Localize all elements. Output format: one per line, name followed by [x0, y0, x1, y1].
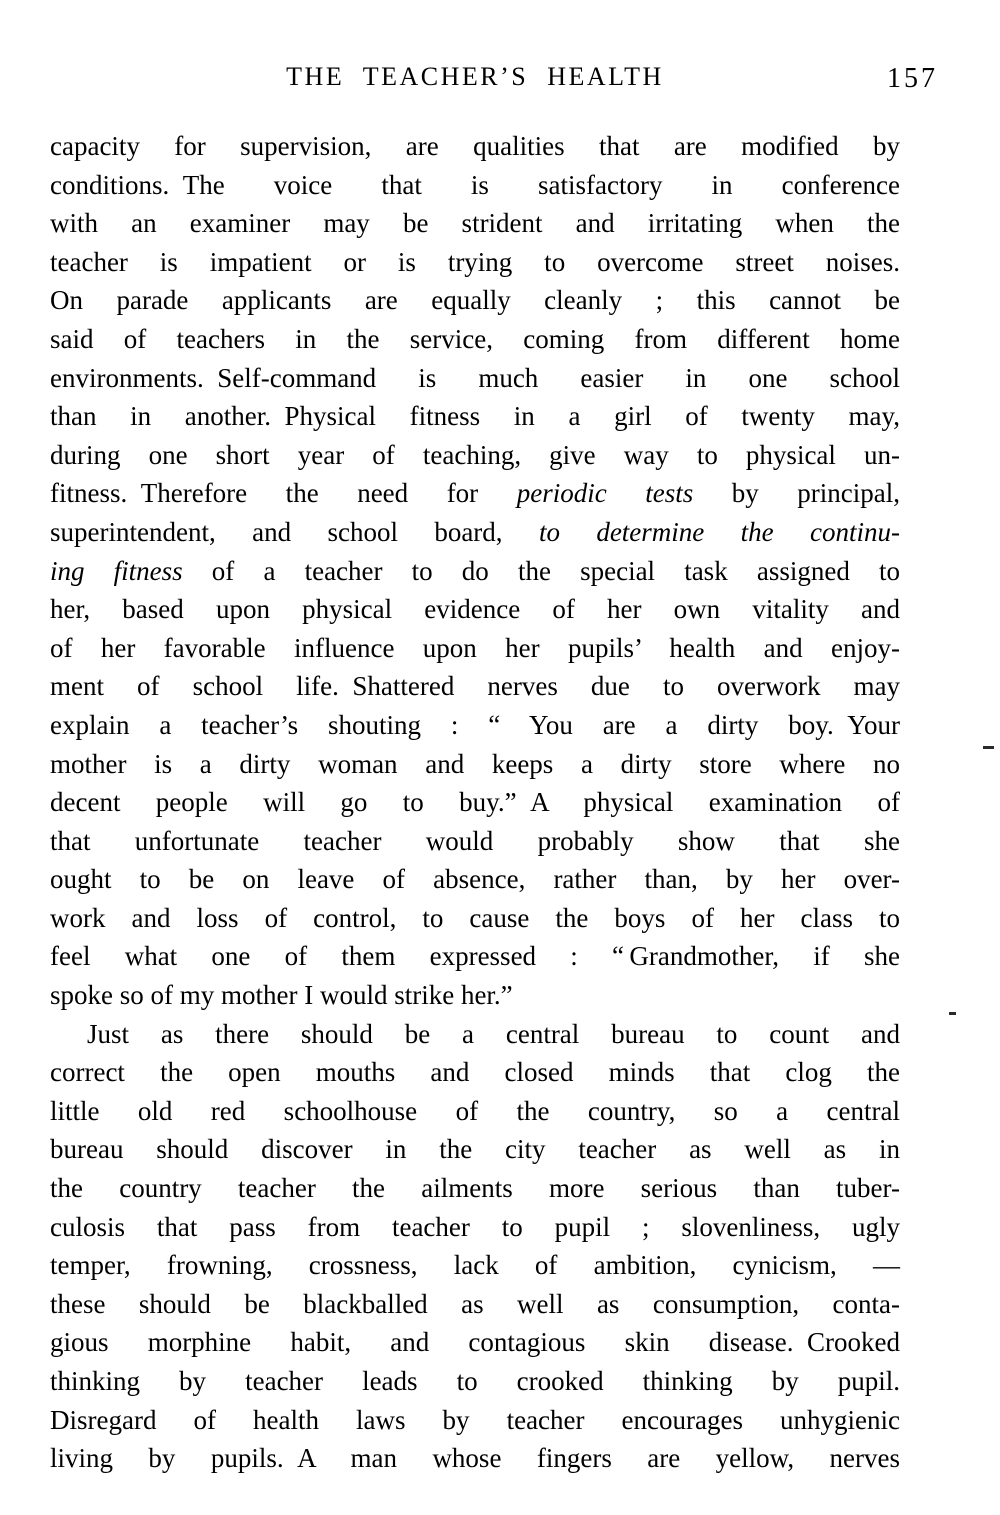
- text-segment: ment of school life. Shattered nerves due to overwork may: [50, 671, 900, 702]
- text-line: [50, 1246, 900, 1285]
- scan-artifact-dash: [983, 746, 994, 749]
- text-line: [50, 281, 900, 320]
- text-line: [50, 860, 900, 899]
- text-line: [50, 1401, 900, 1440]
- text-line: [50, 1208, 900, 1247]
- text-line: [50, 1092, 900, 1131]
- text-line: [50, 474, 900, 513]
- text-segment: thinking by teacher leads to crooked thinking by pupil.: [50, 1366, 900, 1396]
- italic-text: periodic tests: [516, 478, 694, 509]
- text-segment: conditions. The voice that is satisfactory in conference: [50, 169, 900, 200]
- text-segment: with an examiner may be strident and irritating when the: [50, 208, 900, 239]
- text-line: [50, 899, 900, 938]
- text-line: [50, 1053, 900, 1092]
- text-line: [50, 320, 900, 359]
- paragraph: [50, 127, 900, 1015]
- text-segment: that unfortunate teacher would probably show that she: [50, 825, 900, 856]
- text-line: [50, 667, 900, 706]
- text-segment: by principal,: [693, 478, 901, 509]
- text-segment: work and loss of control, to cause the boys of her class to: [50, 902, 900, 933]
- paragraph: [50, 1015, 900, 1478]
- page-number: 157: [887, 63, 938, 94]
- text-segment: culosis that pass from teacher to pupil ; slovenliness, ugly: [50, 1211, 900, 1242]
- text-segment: during one short year of teaching, give way to physical un-: [50, 439, 900, 470]
- text-line: [50, 1285, 900, 1324]
- text-segment: her, based upon physical evidence of her own vitality and: [50, 594, 900, 625]
- text-segment: spoke so of my mother I would strike her.”: [50, 980, 513, 1011]
- text-segment: explain a teacher’s shouting : “ You are a dirty boy. Your: [50, 709, 900, 740]
- text-segment: Just as there should be a central bureau to count and: [87, 1018, 900, 1049]
- text-segment: ought to be on leave of absence, rather than, by her over-: [50, 864, 900, 895]
- text-line: [50, 1439, 900, 1478]
- text-segment: than in another. Physical fitness in a girl of twenty may,: [50, 401, 900, 432]
- text-segment: living by pupils. A man whose fingers are yellow, nerves: [50, 1443, 900, 1474]
- text-line: [50, 1323, 900, 1362]
- text-line: [50, 127, 900, 166]
- running-header: [50, 58, 900, 100]
- page-body: [50, 127, 900, 1478]
- italic-text: ing fitness: [50, 555, 183, 586]
- text-segment: gious morphine habit, and contagious skin disease. Crooked: [50, 1327, 900, 1358]
- text-segment: these should be blackballed as well as consumption, conta-: [50, 1288, 900, 1319]
- text-segment: bureau should discover in the city teacher as well as in: [50, 1134, 900, 1165]
- page-title: THE TEACHER’S HEALTH: [286, 62, 664, 91]
- text-line: [50, 1130, 900, 1169]
- text-segment: capacity for supervision, are qualities that are modified by: [50, 131, 900, 161]
- text-segment: fitness. Therefore the need for: [50, 478, 517, 509]
- text-line: [50, 436, 900, 475]
- italic-text: to determine the continu-: [538, 516, 901, 547]
- text-segment: said of teachers in the service, coming from different home: [50, 323, 900, 354]
- text-line: [50, 1015, 900, 1054]
- text-segment: correct the open mouths and closed minds that clog the: [50, 1057, 900, 1088]
- text-segment: decent people will go to buy.” A physical examination of: [50, 787, 900, 818]
- text-segment: Disregard of health laws by teacher encourages unhygienic: [50, 1404, 900, 1435]
- text-segment: of a teacher to do the special task assigned to: [182, 555, 900, 586]
- text-line: [50, 629, 900, 668]
- text-line: [50, 166, 900, 205]
- text-line: [50, 359, 900, 398]
- text-line: [50, 397, 900, 436]
- text-line: [50, 822, 900, 861]
- text-line: [50, 937, 900, 976]
- text-line: [50, 783, 900, 822]
- text-line: [50, 1362, 900, 1401]
- text-segment: the country teacher the ailments more serious than tuber-: [50, 1173, 900, 1204]
- text-segment: of her favorable influence upon her pupils’ health and enjoy-: [50, 632, 900, 663]
- text-segment: superintendent, and school board,: [50, 516, 539, 547]
- text-line: [50, 204, 900, 243]
- text-segment: teacher is impatient or is trying to overcome street noises.: [50, 246, 900, 277]
- text-segment: feel what one of them expressed : “ Grandmother, if she: [50, 941, 900, 972]
- text-line: [50, 745, 900, 784]
- text-line: [50, 706, 900, 745]
- text-segment: temper, frowning, crossness, lack of ambition, cynicism, —: [50, 1250, 900, 1281]
- text-segment: On parade applicants are equally cleanly ; this cannot be: [50, 285, 900, 316]
- text-segment: mother is a dirty woman and keeps a dirty store where no: [50, 748, 900, 779]
- text-line: [50, 590, 900, 629]
- text-line: [50, 552, 900, 591]
- text-line: [50, 1169, 900, 1208]
- text-line: [50, 976, 900, 1015]
- text-segment: environments. Self-command is much easier in one school: [50, 362, 900, 393]
- scan-artifact-dot: [949, 1012, 956, 1015]
- text-segment: little old red schoolhouse of the country, so a central: [50, 1095, 900, 1126]
- text-line: [50, 243, 900, 282]
- text-line: [50, 513, 900, 552]
